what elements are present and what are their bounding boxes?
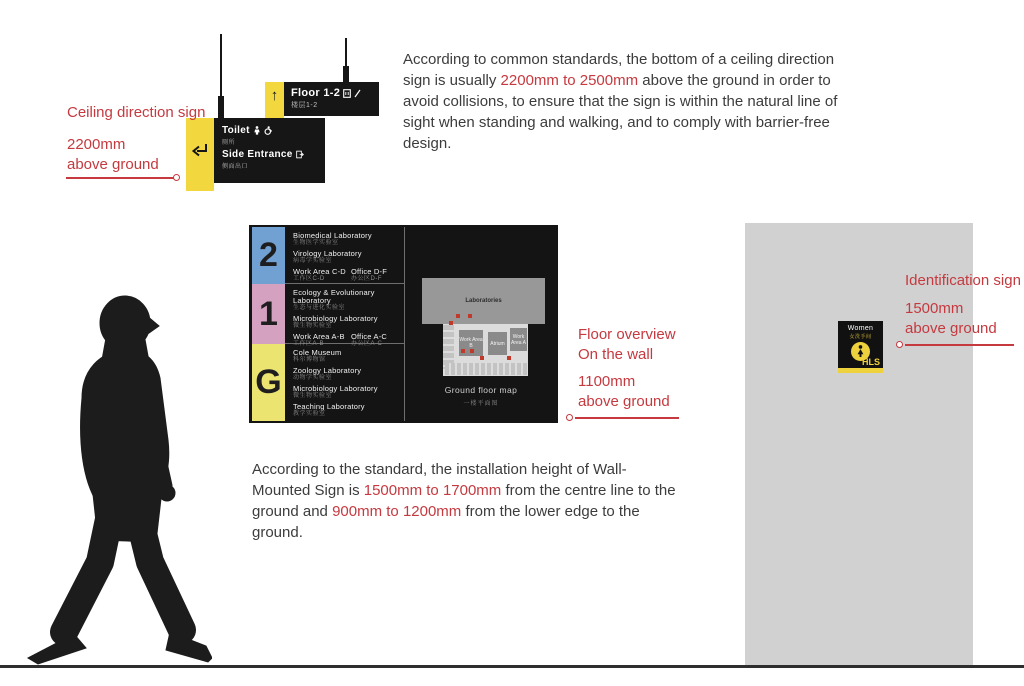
map-work-area-b: Work Area B (459, 330, 483, 356)
map-work-area-a: Work Area A (510, 328, 527, 351)
floor-height-suffix: above ground (578, 393, 670, 410)
floor-overview-label (578, 325, 676, 365)
directory-entry-zh: 微生物实验室 (293, 323, 333, 329)
id-sign-brand: HLS (862, 357, 880, 367)
leader-line (905, 344, 1014, 346)
directory-entry: Office D-F (351, 267, 388, 276)
id-sign-strip (838, 368, 883, 373)
map-caption (404, 385, 558, 407)
standard-text-2: from the centre line to the ground and (252, 482, 676, 520)
upper-sign-subtitle-zh: 楼层1-2 (291, 102, 318, 109)
up-arrow-icon: ↑ (270, 87, 279, 104)
floor-overview-height-label (578, 372, 670, 412)
standard-paragraph (252, 459, 684, 543)
directory-entry: Ecology & Evolutionary Laboratory (293, 288, 375, 305)
standard-highlight-2: 900mm to 1200mm (332, 503, 462, 520)
ceiling-sign-height-label (67, 135, 159, 175)
directory-entry: Zoology Laboratory (293, 366, 362, 375)
leader-line (575, 417, 679, 419)
intro-text-1: According to common standards, the bottom of a ceiling direction sign is usually (403, 51, 835, 89)
directory-entry-zh: 教学实验室 (293, 411, 326, 417)
map-laboratories-block: Laboratories (422, 278, 545, 324)
leader-ring (896, 341, 903, 348)
identification-sign (838, 321, 883, 373)
walking-person-silhouette (22, 290, 212, 668)
upper-sign-title: Floor 1-2 (291, 87, 341, 99)
ceiling-height-value: 2200mm (67, 136, 126, 153)
map-marker (507, 356, 511, 360)
map-marker (468, 314, 472, 318)
intro-text-2: above the ground in order to avoid collisions, to ensure that the sign is within the natural line of sight when standing and walking, and to comply with barrier-free design. (403, 72, 838, 152)
floor-directory (285, 227, 405, 421)
ceiling-height-suffix: above ground (67, 156, 159, 173)
identification-sign-label: Identification sign (905, 272, 1021, 289)
map-caption-en: Ground floor map (444, 385, 518, 395)
lower-sign-row2-zh: 侧面出口 (222, 164, 249, 170)
id-height-suffix: above ground (905, 320, 997, 337)
identification-height-label (905, 299, 997, 339)
stairs-icon (354, 89, 361, 98)
floor-g-section (285, 344, 404, 421)
map-caption-zh: 一楼平面图 (463, 401, 499, 407)
leader-ring (566, 414, 573, 421)
directory-entry-zh: 科尔博物馆 (293, 357, 326, 363)
hanging-rod-right-mount (343, 66, 349, 82)
floor-plan-rooms-bottom (445, 363, 527, 375)
id-sign-subtitle-zh: 女洗手间 (849, 334, 872, 340)
directory-entry-zh: 工作区A-B (293, 341, 325, 347)
directory-entry: Biomedical Laboratory (293, 231, 372, 240)
directory-entry-zh: 生态与进化实验室 (293, 305, 346, 311)
floor-g-band: G (252, 344, 285, 421)
floor-overview-line2: On the wall (578, 346, 654, 363)
floor-overview-line1: Floor overview (578, 326, 676, 343)
directory-entry-zh: 工作区C-D (293, 276, 325, 282)
exit-door-icon (296, 150, 304, 159)
lower-sign-row2: Side Entrance (222, 149, 293, 160)
wheelchair-icon (264, 126, 273, 135)
directory-entry-zh: 办公区D-F (351, 276, 382, 282)
floor-2-band: 2 (252, 227, 285, 284)
directory-entry-zh: 微生物实验室 (293, 393, 333, 399)
ground-line (0, 665, 1024, 668)
id-sign-title: Women (847, 325, 874, 332)
map-atrium: Atrium (488, 332, 507, 355)
lower-sign-row1-zh: 厕所 (222, 140, 236, 146)
directory-entry: Microbiology Laboratory (293, 314, 378, 323)
floor-overview-sign (249, 225, 558, 423)
leader-ring (173, 174, 180, 181)
directory-entry: Work Area C-D (293, 267, 346, 276)
id-height-value: 1500mm (905, 300, 964, 317)
intro-highlight: 2200mm to 2500mm (500, 72, 639, 89)
lower-sign-arrow-tab (186, 118, 214, 191)
map-marker (480, 356, 484, 360)
turn-left-arrow-icon (191, 143, 209, 158)
hanging-rod-left-mount (218, 96, 224, 118)
toilet-person-icon (253, 126, 261, 135)
directory-entry: Cole Museum (293, 348, 342, 357)
lower-sign-row1: Toilet (222, 125, 250, 136)
lower-ceiling-sign-panel (214, 118, 325, 183)
directory-entry-zh: 生物医学实验室 (293, 240, 339, 246)
floor-1-section (285, 284, 404, 347)
standard-text-3: from the lower edge to the ground. (252, 503, 640, 541)
map-marker (470, 349, 474, 353)
map-marker (461, 349, 465, 353)
directory-entry-zh: 办公区A-C (351, 341, 383, 347)
ceiling-sign-label: Ceiling direction sign (67, 104, 206, 121)
elevator-icon (343, 89, 351, 98)
floor-2-section (285, 227, 404, 284)
standard-text-1: According to the standard, the installation height of Wall-Mounted Sign is (252, 461, 627, 499)
directory-entry-zh: 动物学实验室 (293, 375, 333, 381)
directory-entry: Teaching Laboratory (293, 402, 365, 411)
floor-1-band: 1 (252, 284, 285, 344)
map-marker (456, 314, 460, 318)
floor-height-value: 1100mm (578, 373, 636, 390)
directory-entry-zh: 病毒学实验室 (293, 258, 333, 264)
upper-ceiling-sign-panel (284, 82, 379, 116)
leader-line (66, 177, 174, 179)
directory-entry: Office A-C (351, 332, 388, 341)
map-marker (449, 321, 453, 325)
directory-entry: Microbiology Laboratory (293, 384, 378, 393)
directory-entry: Work Area A-B (293, 332, 345, 341)
standard-highlight-1: 1500mm to 1700mm (363, 482, 502, 499)
directory-entry: Virology Laboratory (293, 249, 362, 258)
intro-paragraph (403, 49, 865, 154)
